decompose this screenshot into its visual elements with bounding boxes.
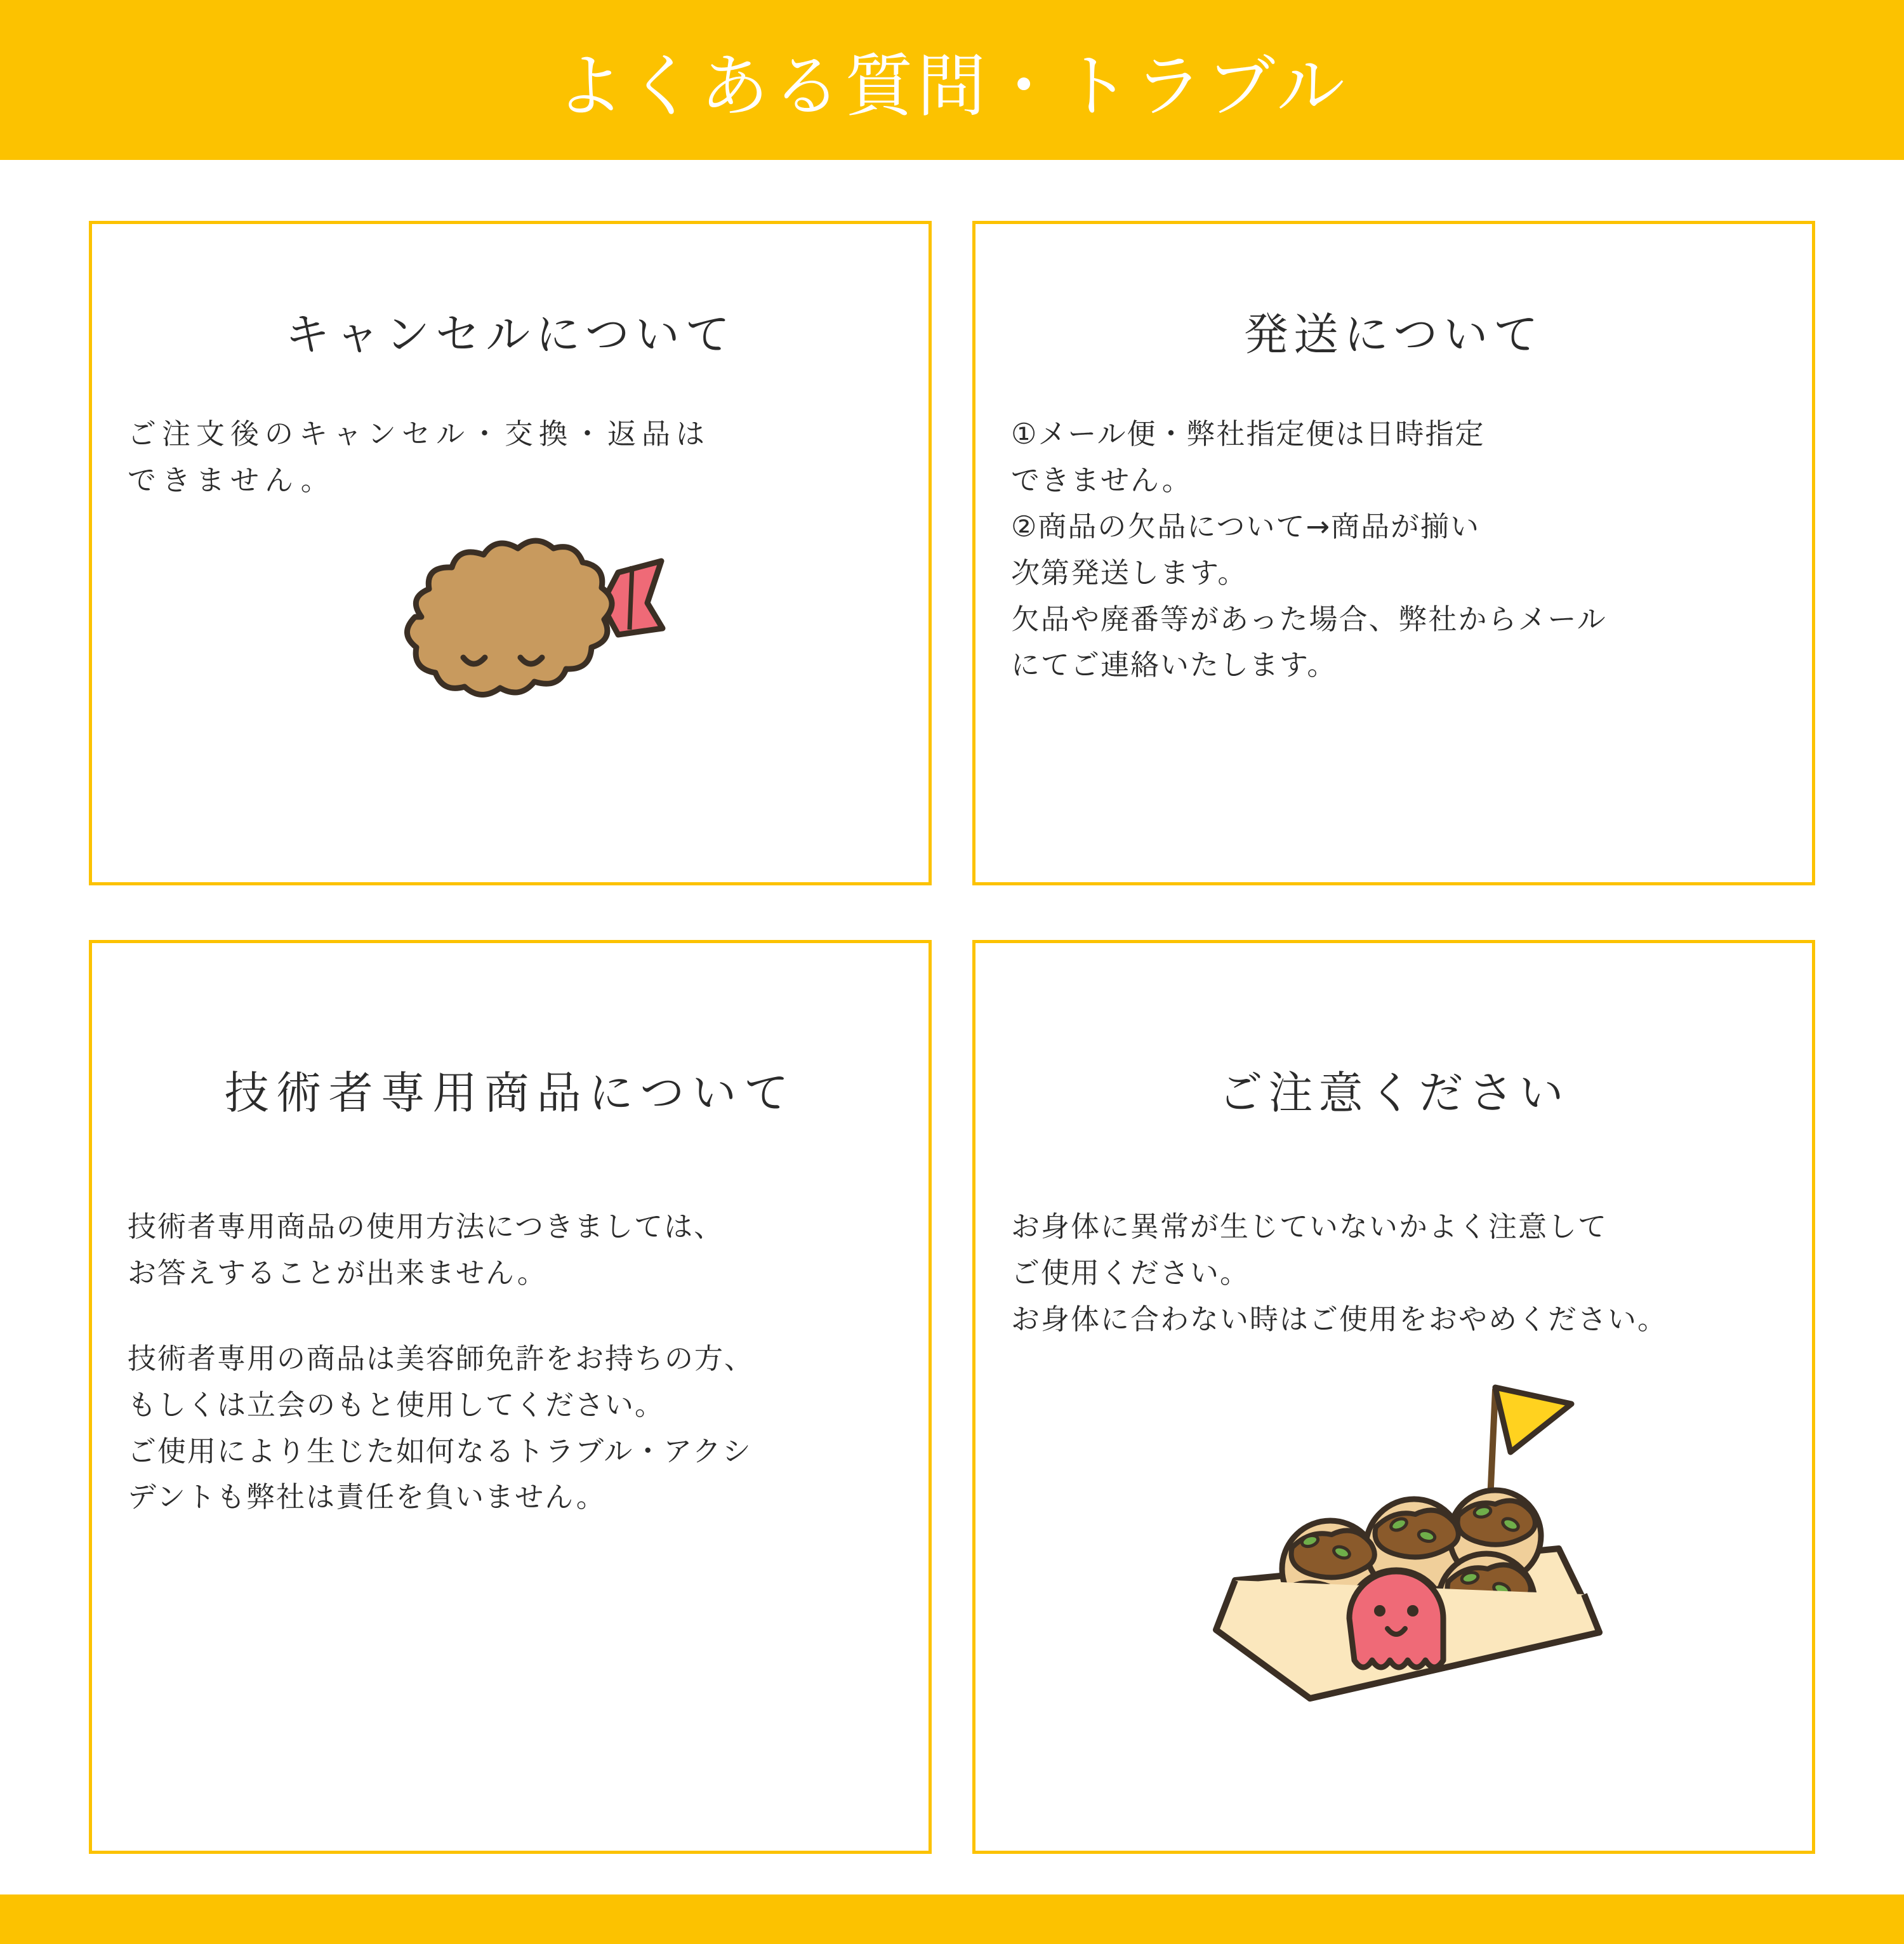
- faq-card-professional-products: [89, 940, 932, 1854]
- card-text-line: 技術者専用商品の使用方法につきましては、: [128, 1210, 724, 1243]
- card-body-shipping: [1011, 411, 1776, 689]
- page-title: よくある質問・トラブル: [555, 46, 1349, 126]
- card-text-line: 欠品や廃番等があった場合、弊社からメール: [1011, 602, 1607, 636]
- card-text-line: できません。: [1011, 463, 1192, 497]
- card-text-line: デントも弊社は責任を負いません。: [128, 1480, 606, 1514]
- card-text-line: お身体に異常が生じていないかよく注意して: [1011, 1210, 1608, 1243]
- card-text-line: ①メール便・弊社指定便は日時指定: [1011, 417, 1485, 451]
- card-text-line: お身体に合わない時はご使用をおやめください。: [1011, 1302, 1668, 1336]
- card-body-professional-products: [128, 1204, 893, 1521]
- faq-card-shipping: [972, 221, 1815, 885]
- card-text-line: ご使用により生じた如何なるトラブル・アクシ: [128, 1434, 752, 1468]
- page-footer-band: [0, 1894, 1904, 1944]
- card-text-line: ご使用ください。: [1011, 1255, 1250, 1290]
- card-title-professional-products: 技術者専用商品について: [224, 1067, 797, 1119]
- paragraph-gap: [128, 1297, 893, 1336]
- faq-card-grid: [89, 221, 1815, 1854]
- card-body-cancel: [128, 411, 893, 504]
- card-text-line: もしくは立会のもと使用してください。: [128, 1387, 665, 1422]
- card-title-caution: ご注意ください: [1218, 1067, 1570, 1119]
- faq-card-caution: [972, 940, 1815, 1854]
- cards-area: [0, 160, 1904, 1854]
- card-title-shipping: 発送について: [1243, 308, 1544, 360]
- card-text-line: ②商品の欠品について→商品が揃い: [1011, 509, 1481, 543]
- card-text-line: 技術者専用の商品は美容師免許をお持ちの方、: [128, 1341, 755, 1375]
- fried-shrimp-icon: [345, 522, 675, 750]
- card-text-line: 次第発送します。: [1011, 555, 1248, 590]
- card-text-line: できません。: [128, 463, 335, 497]
- card-title-cancel: キャンセルについて: [285, 308, 736, 360]
- faq-card-cancel: [89, 221, 932, 885]
- takoyaki-icon: [1140, 1346, 1648, 1752]
- page-header-band: [0, 0, 1904, 160]
- card-text-line: ご注文後のキャンセル・交換・返品は: [128, 417, 711, 451]
- card-text-line: お答えすることが出来ません。: [128, 1255, 547, 1290]
- card-text-line: にてご連絡いたします。: [1011, 648, 1337, 682]
- card-body-caution: [1011, 1204, 1776, 1343]
